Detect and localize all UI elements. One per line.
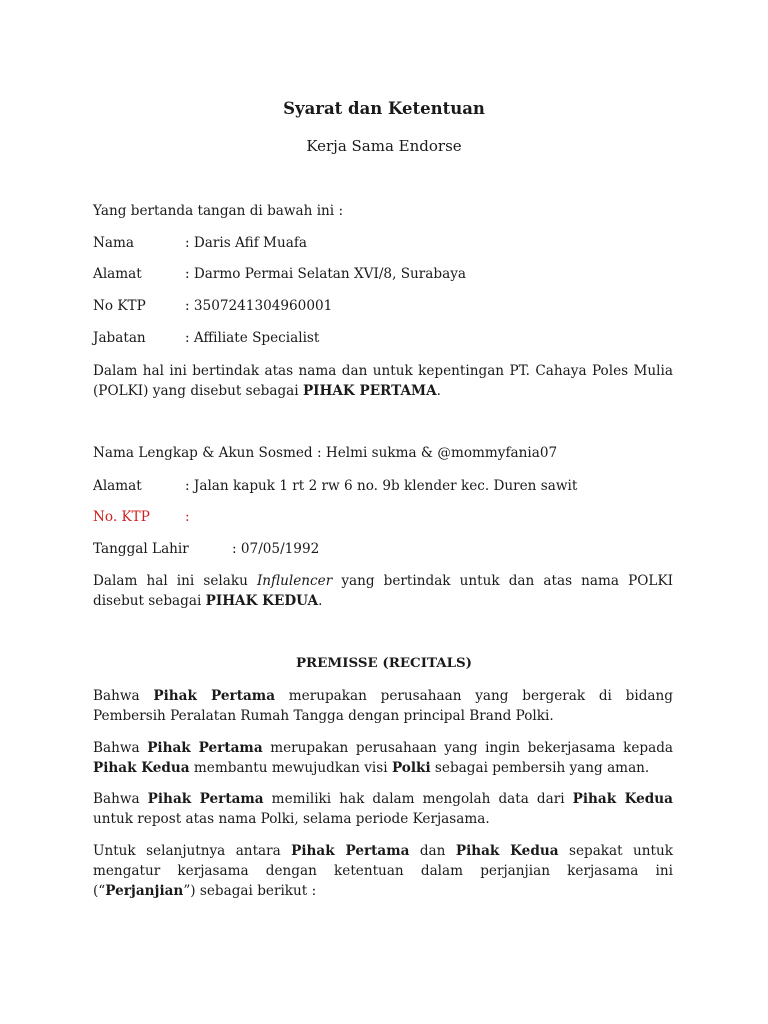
recital-2-text: Bahwa (93, 740, 148, 756)
recital-3-party2: Pihak Kedua (572, 791, 673, 807)
party1-statement (93, 361, 673, 401)
recital-3-text-2: memiliki hak dalam mengolah data dari (263, 791, 573, 807)
party2-alamat-label: Alamat (93, 478, 142, 494)
party2-ktp-row (93, 507, 190, 527)
recital-3-text-3: untuk repost atas nama Polki, selama periode Kerjasama. (93, 811, 490, 827)
recital-4-agreement-term: Perjanjian (105, 883, 184, 899)
party2-tgl-value: : 07/05/1992 (232, 541, 320, 557)
recital-2-text-4: sebagai pembersih yang aman. (430, 760, 650, 776)
party2-ktp-label: No. KTP (93, 509, 150, 525)
recital-1-text-2: merupakan perusahaan yang bergerak di bidang Pembersih Peralatan Rumah Tangga dengan principal Brand Polki. (93, 688, 673, 724)
recital-1-party: Pihak Pertama (153, 688, 276, 704)
party2-alamat-value: : Jalan kapuk 1 rt 2 rw 6 no. 9b klender kec. Duren sawit (185, 478, 578, 494)
party2-statement-end: . (318, 593, 323, 609)
party1-jabatan-value: : Affiliate Specialist (185, 330, 320, 346)
party2-statement-text: Dalam hal ini selaku (93, 573, 257, 589)
document-title: Syarat dan Ketentuan (283, 99, 485, 118)
party1-statement-text: Dalam hal ini bertindak atas nama dan untuk kepentingan PT. Cahaya Poles Mulia (POLKI) yang disebut sebagai (93, 363, 673, 399)
party2-ktp-value: : (185, 509, 190, 525)
recital-2-text-3: membantu mewujudkan visi (189, 760, 392, 776)
party2-alamat-row (93, 476, 577, 496)
recital-3 (93, 789, 673, 829)
recitals-heading: PREMISSE (RECITALS) (295, 655, 473, 671)
recital-4 (93, 841, 673, 901)
party1-alamat-value: : Darmo Permai Selatan XVI/8, Surabaya (185, 266, 466, 282)
recital-2-brand: Polki (391, 760, 431, 776)
party1-ktp-value: : 3507241304960001 (185, 298, 333, 314)
party2-tgl-row (93, 539, 319, 559)
recital-2-party1: Pihak Pertama (147, 740, 263, 756)
party1-jabatan-row (93, 328, 319, 348)
party1-nama-label: Nama (93, 235, 134, 251)
party1-nama-value: : Daris Afif Muafa (185, 235, 307, 251)
party1-ktp-row (93, 296, 332, 316)
party1-statement-end: . (436, 383, 441, 399)
recital-4-party1: Pihak Pertama (291, 843, 410, 859)
party1-nama-row (93, 233, 307, 253)
party2-influencer-term: Influlencer (256, 573, 333, 589)
recital-2-party2: Pihak Kedua (93, 760, 190, 776)
party1-alamat-row (93, 264, 466, 284)
party1-ktp-label: No KTP (93, 298, 146, 314)
party1-role: PIHAK PERTAMA (302, 383, 437, 399)
party2-tgl-label: Tanggal Lahir (93, 541, 189, 557)
party2-statement (93, 571, 673, 611)
recital-3-party1: Pihak Pertama (147, 791, 264, 807)
recital-4-text-3: sepakat untuk mengatur kerjasama dengan ketentuan dalam perjanjian kerjasama ini (“ (93, 843, 673, 899)
party2-statement-text-2: yang bertindak untuk dan atas nama POLKI disebut sebagai (93, 573, 673, 609)
document-subtitle: Kerja Sama Endorse (306, 137, 462, 155)
party1-jabatan-label: Jabatan (93, 330, 146, 346)
party2-role: PIHAK KEDUA (205, 593, 319, 609)
recital-1-text: Bahwa (93, 688, 154, 704)
recital-2-text-2: merupakan perusahaan yang ingin bekerjasama kepada (262, 740, 674, 756)
recital-3-text: Bahwa (93, 791, 148, 807)
intro-text: Yang bertanda tangan di bawah ini : (93, 203, 344, 219)
recital-4-text-2: dan (409, 843, 456, 859)
recital-4-text-4: ”) sebagai berikut : (183, 883, 317, 899)
recital-2 (93, 738, 673, 778)
party2-nama-line: Nama Lengkap & Akun Sosmed : Helmi sukma & @mommyfania07 (93, 445, 558, 461)
recital-4-party2: Pihak Kedua (455, 843, 559, 859)
party1-alamat-label: Alamat (93, 266, 142, 282)
recital-4-text: Untuk selanjutnya antara (93, 843, 292, 859)
recital-1 (93, 686, 673, 726)
